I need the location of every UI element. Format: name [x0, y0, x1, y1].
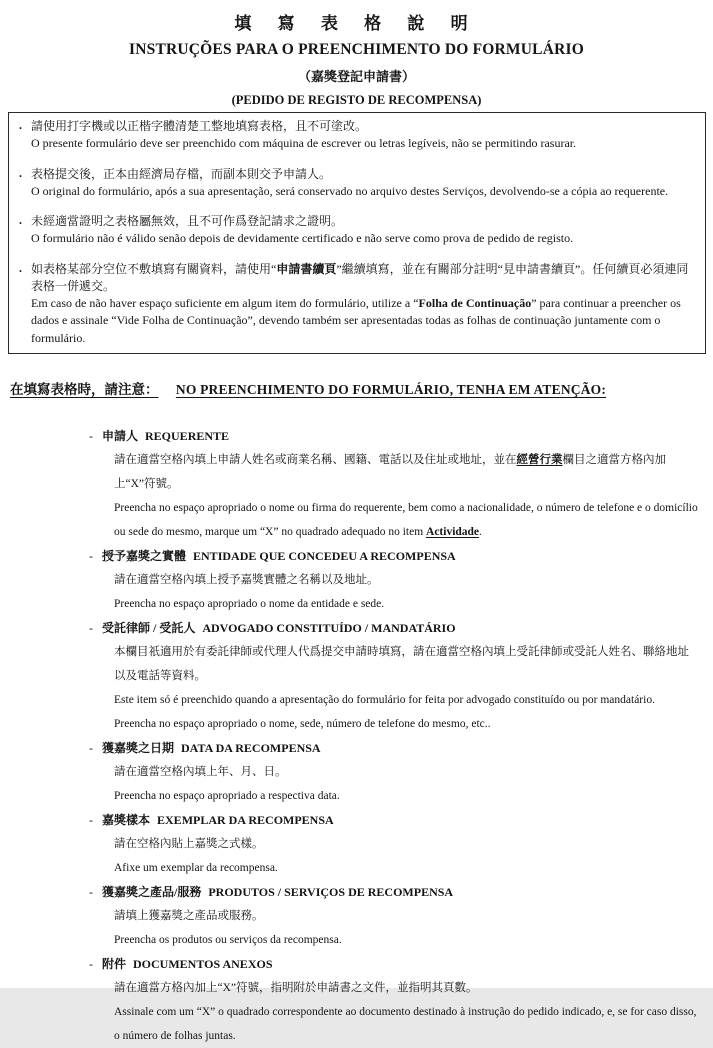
section-heading-zh: 在填寫表格時，請注意： [10, 382, 159, 397]
instruction-text-zh: 請填上獲嘉獎之產品或服務。 [114, 910, 264, 922]
section-heading-pt: NO PREENCHIMENTO DO FORMULÁRIO, TENHA EM ATENÇÃO: [175, 382, 607, 397]
instruction-text-pt: Preencha os produtos ou serviços da recompensa. [114, 934, 342, 946]
note-text-pt: Em caso de não haver espaço suficiente em algum item do formulário, utilize a “Folha de Continuação” para continuar a preencher os dados e assinale “Vide Folha de Continuação”, devendo também ser apresentadas todas as folhas de continuação juntamente com o formulário. [31, 295, 681, 345]
instruction-title: - 嘉獎樣本 EXEMPLAR DA RECOMPENSA [102, 808, 699, 832]
bullet-dash: - [89, 429, 93, 443]
page-subtitle-pt: (PEDIDO DE REGISTO DE RECOMPENSA) [231, 93, 482, 107]
instruction-title: - 獲嘉獎之產品/服務 PRODUTOS / SERVIÇOS DE RECOMPENSA [102, 880, 699, 904]
general-notes-box [8, 112, 706, 354]
note-item [19, 165, 695, 201]
page-title-pt: INSTRUÇÕES PARA O PREENCHIMENTO DO FORMULÁRIO [129, 41, 584, 58]
note-item [19, 260, 695, 348]
instruction-title: - 申請人 REQUERENTE [102, 424, 699, 448]
note-text-zh: . 如表格某部分空位不敷填寫有關資料，請使用“申請書續頁”繼續填寫，並在有關部分註明“見申請書續頁”。任何續頁必須連同表格一併遞交。 [19, 260, 689, 293]
instruction-text-zh: 請在適當空格內填上授予嘉獎實體之名稱以及地址。 [114, 574, 379, 586]
instruction-text-pt: Preencha no espaço apropriado o nome ou firma do requerente, bem como a nacionalidade, o número de telefone e o domicílio ou sede do mesmo, marque um “X” no quadrado adequado no item Actividade. [114, 502, 698, 538]
instruction-body [102, 568, 699, 616]
note-text-zh: . 請使用打字機或以正楷字體清楚工整地填寫表格，且不可塗改。 [19, 118, 368, 133]
bullet-dash: - [89, 885, 93, 899]
bullet-dash: - [89, 957, 93, 971]
instruction-item-anexos [89, 952, 699, 1048]
instruction-title: - 授予嘉獎之實體 ENTIDADE QUE CONCEDEU A RECOMPENSA [102, 544, 699, 568]
instruction-text-pt: Preencha no espaço apropriado o nome da entidade e sede. [114, 598, 385, 610]
instruction-item-data [89, 736, 699, 808]
instruction-text-pt: Preencha no espaço apropriado a respectiva data. [114, 790, 340, 802]
instruction-body [102, 904, 699, 952]
page-subtitle-zh: （嘉獎登記申請書） [297, 69, 415, 84]
bullet-dot: . [19, 118, 22, 132]
note-text-pt: O presente formulário deve ser preenchido com máquina de escrever ou letras legíveis, não se permitindo rasurar. [31, 136, 577, 150]
section-heading [10, 378, 713, 398]
instruction-text-zh: 本欄目祇適用於有委託律師或代理人代爲提交申請時填寫，請在適當空格內填上受託律師或受託人姓名、聯絡地址以及電話等資料。 [114, 646, 689, 682]
note-text-zh: . 未經適當證明之表格屬無效，且不可作爲登記請求之證明。 [19, 213, 344, 228]
instruction-text-zh: 請在適當空格內填上申請人姓名或商業名稱、國籍、電話以及住址或地址，並在經營行業欄目之適當方格內加上“X”符號。 [114, 454, 666, 490]
instruction-item-advogado [89, 616, 699, 736]
note-text-pt: O formulário não é válido senão depois de devidamente certificado e não serve como prova de pedido de registo. [31, 231, 574, 245]
instruction-body [102, 448, 699, 544]
instruction-body [102, 760, 699, 808]
note-item [19, 213, 695, 248]
instruction-list [89, 424, 699, 1048]
instruction-text-zh: 請在適當方格內加上“X”符號，指明附於申請書之文件，並指明其頁數。 [114, 982, 478, 994]
instruction-item-entidade [89, 544, 699, 616]
instruction-text-zh: 請在適當空格內填上年、月、日。 [114, 766, 287, 778]
bullet-dot: . [19, 260, 22, 275]
instruction-text-pt: Assinale com um “X” o quadrado correspondente ao documento destinado à instrução do pedido indicado, e, se for caso disso, o número de folhas juntas. [114, 1006, 697, 1042]
bullet-dash: - [89, 813, 93, 827]
instruction-body [102, 976, 699, 1048]
note-text-zh: . 表格提交後，正本由經濟局存檔，而副本則交予申請人。 [19, 165, 332, 181]
bullet-dot: . [19, 165, 22, 180]
instruction-body [102, 640, 699, 736]
bullet-dot: . [19, 213, 22, 227]
instruction-title: - 受託律師 / 受託人 ADVOGADO CONSTITUÍDO / MANDATÁRIO [102, 616, 699, 640]
document-header [0, 0, 713, 108]
instruction-item-requerente [89, 424, 699, 544]
instruction-item-exemplar [89, 808, 699, 880]
instruction-title: - 獲嘉獎之日期 DATA DA RECOMPENSA [102, 736, 699, 760]
page-title-zh: 填 寫 表 格 說 明 [234, 14, 479, 33]
note-text-pt: O original do formulário, após a sua apresentação, será conservado no arquivo destes Serviços, devolvendo-se a cópia ao requerente. [31, 183, 669, 198]
instruction-title: - 附件 DOCUMENTOS ANEXOS [102, 952, 699, 976]
bullet-dash: - [89, 621, 93, 635]
instruction-body [102, 832, 699, 880]
bullet-dash: - [89, 549, 93, 563]
instruction-item-produtos [89, 880, 699, 952]
instruction-text-zh: 請在空格內貼上嘉獎之式樣。 [114, 838, 264, 850]
instruction-text-pt: Este item só é preenchido quando a apresentação do formulário for feita por advogado constituído ou por mandatário. Preencha no espaço apropriado o nome, sede, número de telefone do mesmo, etc.. [114, 694, 655, 730]
instruction-text-pt: Afixe um exemplar da recompensa. [114, 862, 278, 874]
bullet-dash: - [89, 741, 93, 755]
note-item [19, 118, 695, 153]
